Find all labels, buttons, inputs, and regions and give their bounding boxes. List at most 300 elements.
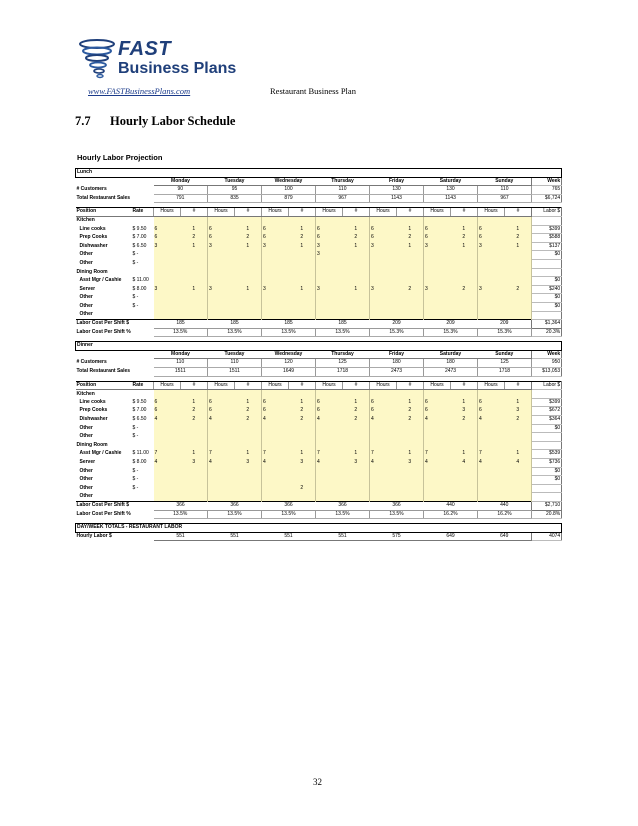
position-name: Other xyxy=(79,251,93,258)
hours-cell xyxy=(154,493,181,502)
count-cell: 2 xyxy=(505,416,532,425)
count-cell: 1 xyxy=(505,225,532,234)
hours-cell: 4 xyxy=(316,459,343,468)
empty-cell xyxy=(505,390,532,399)
hours-cell xyxy=(316,311,343,320)
empty-cell xyxy=(370,390,397,399)
customers-row xyxy=(76,359,562,368)
day-header-row xyxy=(76,177,562,186)
hours-cell: 6 xyxy=(208,398,235,407)
hours-header: Hours xyxy=(154,381,181,390)
position-name: Dishwasher xyxy=(79,416,108,423)
hours-cell xyxy=(208,493,235,502)
count-cell xyxy=(397,311,424,320)
sales-row xyxy=(76,368,562,377)
customers-value: 110 xyxy=(208,359,262,368)
count-cell: 1 xyxy=(343,242,370,251)
count-cell: 1 xyxy=(289,225,316,234)
cost-shift-value: 366 xyxy=(154,501,208,510)
dinner-title: Dinner xyxy=(76,342,562,351)
empty-cell xyxy=(289,441,316,450)
empty-cell xyxy=(154,268,181,277)
sales-value: 1143 xyxy=(370,194,424,203)
position-rate xyxy=(132,311,154,320)
hours-cell: 4 xyxy=(208,459,235,468)
count-cell xyxy=(397,302,424,311)
position-name: Other xyxy=(79,476,93,483)
hours-cell xyxy=(208,259,235,268)
empty-cell xyxy=(154,390,181,399)
totals-title: DAY/WEEK TOTALS - RESTAURANT LABOR xyxy=(76,524,562,533)
hours-cell xyxy=(478,424,505,433)
position-name: Server xyxy=(79,285,96,292)
hours-cell: 3 xyxy=(316,251,343,260)
position-rate: $ - xyxy=(132,424,139,431)
count-cell: 3 xyxy=(235,459,262,468)
count-cell xyxy=(505,302,532,311)
hourly-labor-value: 551 xyxy=(208,532,262,541)
hours-header: Hours xyxy=(316,208,343,217)
labor-cell: $0 xyxy=(532,251,562,260)
count-cell xyxy=(181,259,208,268)
empty-cell xyxy=(478,390,505,399)
empty-cell xyxy=(316,441,343,450)
count-cell: 2 xyxy=(289,416,316,425)
hours-cell xyxy=(478,302,505,311)
count-cell: 2 xyxy=(505,234,532,243)
rate-header: Rate xyxy=(132,381,154,390)
lunch-title-row xyxy=(76,169,562,178)
empty-cell xyxy=(424,441,451,450)
sales-value: 879 xyxy=(262,194,316,203)
day-header-tuesday: Tuesday xyxy=(208,177,262,186)
cost-pct-value: 16.2% xyxy=(478,510,532,519)
count-cell: 1 xyxy=(235,285,262,294)
position-rate: $ 6.50 xyxy=(132,242,147,249)
cost-pct-value: 13.5% xyxy=(316,510,370,519)
hours-cell xyxy=(424,467,451,476)
hours-cell xyxy=(208,484,235,493)
count-header: # xyxy=(181,208,208,217)
count-cell: 1 xyxy=(505,450,532,459)
hours-cell: 6 xyxy=(478,398,505,407)
count-header: # xyxy=(235,208,262,217)
hours-cell: 6 xyxy=(316,225,343,234)
sales-value: 2473 xyxy=(424,368,478,377)
cost-pct-label: Labor Cost Per Shift % xyxy=(76,328,131,335)
cost-shift-value: 366 xyxy=(316,501,370,510)
count-cell: 1 xyxy=(181,225,208,234)
count-cell: 1 xyxy=(235,225,262,234)
labor-cell: $364 xyxy=(532,416,562,425)
customers-label: # Customers xyxy=(76,186,107,193)
count-cell xyxy=(397,424,424,433)
count-cell: 2 xyxy=(451,416,478,425)
sales-value: 791 xyxy=(154,194,208,203)
hours-cell: 3 xyxy=(424,242,451,251)
hours-header: Hours xyxy=(262,208,289,217)
count-cell: 2 xyxy=(289,407,316,416)
position-row xyxy=(76,433,562,442)
hours-cell xyxy=(154,294,181,303)
sales-value: 835 xyxy=(208,194,262,203)
count-cell xyxy=(397,259,424,268)
cost-shift-week: $2,710 xyxy=(532,501,562,510)
count-cell: 1 xyxy=(235,450,262,459)
count-cell xyxy=(343,277,370,286)
cost-shift-value: 185 xyxy=(262,320,316,329)
position-name: Other xyxy=(79,493,93,500)
count-cell: 1 xyxy=(397,398,424,407)
labor-cell: $399 xyxy=(532,398,562,407)
hours-cell: 4 xyxy=(262,459,289,468)
hours-cell: 6 xyxy=(316,234,343,243)
hours-cell: 7 xyxy=(370,450,397,459)
count-cell: 1 xyxy=(505,398,532,407)
position-header: Position xyxy=(76,208,132,217)
position-rate: $ - xyxy=(132,484,139,491)
hours-cell: 6 xyxy=(424,398,451,407)
count-cell xyxy=(181,311,208,320)
hours-cell: 6 xyxy=(316,398,343,407)
position-row xyxy=(76,450,562,459)
count-cell: 2 xyxy=(397,285,424,294)
count-cell: 1 xyxy=(451,450,478,459)
count-cell xyxy=(397,294,424,303)
empty-cell xyxy=(235,216,262,225)
empty-cell xyxy=(478,441,505,450)
hourly-labor-week: 4074 xyxy=(532,532,562,541)
count-cell xyxy=(397,433,424,442)
count-cell xyxy=(289,493,316,502)
position-row xyxy=(76,484,562,493)
labor-cell xyxy=(532,259,562,268)
column-header-row xyxy=(76,381,562,390)
cost-pct-value: 13.5% xyxy=(316,328,370,337)
count-cell xyxy=(289,259,316,268)
count-cell: 2 xyxy=(235,234,262,243)
hours-cell: 4 xyxy=(478,459,505,468)
hourly-labor-value: 575 xyxy=(370,532,424,541)
count-cell: 3 xyxy=(181,459,208,468)
position-rate: $ - xyxy=(132,433,139,440)
hours-cell xyxy=(208,433,235,442)
cost-shift-value: 366 xyxy=(262,501,316,510)
hours-cell xyxy=(262,476,289,485)
customers-value: 130 xyxy=(370,186,424,195)
hours-cell xyxy=(154,259,181,268)
hours-cell xyxy=(154,433,181,442)
hourly-labor-value: 649 xyxy=(478,532,532,541)
sales-value: 1511 xyxy=(154,368,208,377)
cost-pct-value: 13.5% xyxy=(262,510,316,519)
tornado-logo-icon xyxy=(78,38,116,82)
hours-cell: 4 xyxy=(424,459,451,468)
sales-value: 2473 xyxy=(370,368,424,377)
count-cell: 1 xyxy=(343,285,370,294)
count-cell xyxy=(289,467,316,476)
hours-cell xyxy=(316,424,343,433)
count-cell: 3 xyxy=(397,459,424,468)
empty-cell xyxy=(262,390,289,399)
hours-cell xyxy=(154,467,181,476)
count-cell xyxy=(235,467,262,476)
hours-cell: 3 xyxy=(316,285,343,294)
labor-header: Labor $ xyxy=(532,208,562,217)
count-cell: 2 xyxy=(397,234,424,243)
empty-week-cell xyxy=(532,441,562,450)
hours-cell xyxy=(478,251,505,260)
empty-cell xyxy=(181,441,208,450)
empty-week-cell xyxy=(532,390,562,399)
hours-cell xyxy=(478,277,505,286)
position-row xyxy=(76,234,562,243)
count-cell xyxy=(181,277,208,286)
hours-cell xyxy=(478,493,505,502)
hours-cell: 4 xyxy=(316,416,343,425)
day-header-saturday: Saturday xyxy=(424,177,478,186)
count-header: # xyxy=(451,381,478,390)
count-cell: 1 xyxy=(289,398,316,407)
hours-cell xyxy=(424,433,451,442)
hours-header: Hours xyxy=(478,208,505,217)
hours-cell xyxy=(424,311,451,320)
cost-shift-row xyxy=(76,320,562,329)
count-cell xyxy=(505,251,532,260)
website-link[interactable]: www.FASTBusinessPlans.com xyxy=(88,86,191,96)
hours-cell xyxy=(262,467,289,476)
count-cell: 2 xyxy=(505,285,532,294)
position-rate: $ 7.00 xyxy=(132,234,147,241)
labor-cell: $539 xyxy=(532,450,562,459)
count-cell xyxy=(451,277,478,286)
count-cell xyxy=(505,259,532,268)
hours-cell xyxy=(370,259,397,268)
day-header-thursday: Thursday xyxy=(316,350,370,359)
hours-cell xyxy=(154,424,181,433)
cost-pct-value: 15.3% xyxy=(370,328,424,337)
count-cell: 1 xyxy=(289,285,316,294)
hours-cell: 6 xyxy=(316,407,343,416)
day-header-friday: Friday xyxy=(370,177,424,186)
group-row xyxy=(76,216,562,225)
count-header: # xyxy=(343,208,370,217)
labor-cell: $736 xyxy=(532,459,562,468)
cost-shift-row xyxy=(76,501,562,510)
position-name: Other xyxy=(79,311,93,318)
hours-cell: 3 xyxy=(370,242,397,251)
count-cell: 1 xyxy=(235,242,262,251)
labor-cell: $137 xyxy=(532,242,562,251)
hours-cell xyxy=(478,476,505,485)
cost-pct-value: 13.5% xyxy=(154,328,208,337)
sales-value: 967 xyxy=(316,194,370,203)
hours-header: Hours xyxy=(208,208,235,217)
hours-cell: 4 xyxy=(370,416,397,425)
count-cell xyxy=(397,493,424,502)
count-cell xyxy=(235,433,262,442)
lunch-title: Lunch xyxy=(76,169,562,178)
hours-cell xyxy=(424,484,451,493)
position-row xyxy=(76,476,562,485)
sales-value: 1649 xyxy=(262,368,316,377)
position-row xyxy=(76,277,562,286)
hourly-labor-value: 551 xyxy=(262,532,316,541)
count-header: # xyxy=(289,208,316,217)
empty-cell xyxy=(370,441,397,450)
labor-cell xyxy=(532,484,562,493)
count-cell xyxy=(505,433,532,442)
company-logo xyxy=(78,38,238,82)
position-row xyxy=(76,259,562,268)
count-cell xyxy=(181,433,208,442)
hours-cell xyxy=(262,294,289,303)
hours-header: Hours xyxy=(370,208,397,217)
count-cell: 2 xyxy=(451,285,478,294)
count-cell xyxy=(235,476,262,485)
empty-cell xyxy=(478,216,505,225)
empty-cell xyxy=(316,216,343,225)
position-rate xyxy=(132,493,154,502)
hours-cell xyxy=(370,467,397,476)
count-cell: 4 xyxy=(451,459,478,468)
count-cell xyxy=(181,294,208,303)
hours-cell: 4 xyxy=(478,416,505,425)
dinner-title-row xyxy=(76,342,562,351)
position-row xyxy=(76,242,562,251)
sales-value: 1511 xyxy=(208,368,262,377)
count-cell: 1 xyxy=(181,398,208,407)
position-name: Other xyxy=(79,433,93,440)
hours-cell xyxy=(316,433,343,442)
count-cell: 1 xyxy=(343,450,370,459)
cost-pct-week: 20.3% xyxy=(532,328,562,337)
count-cell xyxy=(505,467,532,476)
labor-schedule-table xyxy=(75,168,562,541)
customers-value: 120 xyxy=(262,359,316,368)
empty-cell xyxy=(208,268,235,277)
empty-cell xyxy=(181,216,208,225)
hours-cell: 6 xyxy=(208,407,235,416)
count-cell xyxy=(397,251,424,260)
hours-cell: 6 xyxy=(262,407,289,416)
count-cell xyxy=(181,302,208,311)
sales-week: $13,053 xyxy=(532,368,562,377)
count-header: # xyxy=(289,381,316,390)
group-label: Kitchen xyxy=(76,217,95,224)
count-cell xyxy=(235,302,262,311)
count-cell xyxy=(235,424,262,433)
cost-pct-value: 13.5% xyxy=(370,510,424,519)
week-header: Week xyxy=(532,350,562,359)
position-row xyxy=(76,294,562,303)
hours-cell: 6 xyxy=(154,398,181,407)
count-cell xyxy=(451,302,478,311)
hours-cell xyxy=(262,302,289,311)
customers-value: 180 xyxy=(370,359,424,368)
count-header: # xyxy=(235,381,262,390)
position-name: Other xyxy=(79,484,93,491)
hours-cell xyxy=(478,467,505,476)
count-cell xyxy=(343,259,370,268)
count-cell xyxy=(505,493,532,502)
hours-cell: 7 xyxy=(316,450,343,459)
hours-cell xyxy=(316,493,343,502)
empty-cell xyxy=(289,268,316,277)
cost-shift-value: 185 xyxy=(208,320,262,329)
count-cell: 2 xyxy=(235,407,262,416)
count-header: # xyxy=(451,208,478,217)
position-rate: $ 8.00 xyxy=(132,285,147,292)
hours-cell xyxy=(370,493,397,502)
position-name: Other xyxy=(79,424,93,431)
count-header: # xyxy=(505,208,532,217)
hours-cell xyxy=(316,476,343,485)
cost-shift-value: 185 xyxy=(154,320,208,329)
document-title: Restaurant Business Plan xyxy=(270,86,356,96)
count-cell xyxy=(343,311,370,320)
position-header: Position xyxy=(76,381,132,390)
empty-cell xyxy=(208,216,235,225)
count-header: # xyxy=(181,381,208,390)
empty-cell xyxy=(262,441,289,450)
page-number: 32 xyxy=(313,777,322,787)
hours-cell: 6 xyxy=(208,225,235,234)
hours-cell: 3 xyxy=(154,285,181,294)
hours-cell: 4 xyxy=(424,416,451,425)
hours-cell xyxy=(154,277,181,286)
count-cell xyxy=(343,467,370,476)
empty-cell xyxy=(451,268,478,277)
hours-cell xyxy=(262,493,289,502)
position-rate: $ - xyxy=(132,259,139,266)
empty-cell xyxy=(397,268,424,277)
hours-cell: 6 xyxy=(370,225,397,234)
empty-cell xyxy=(424,390,451,399)
hours-cell xyxy=(478,259,505,268)
empty-cell xyxy=(343,216,370,225)
hours-header: Hours xyxy=(208,381,235,390)
count-cell xyxy=(235,251,262,260)
hours-cell xyxy=(478,484,505,493)
count-cell xyxy=(235,311,262,320)
sales-row xyxy=(76,194,562,203)
labor-cell xyxy=(532,493,562,502)
hours-cell: 6 xyxy=(262,398,289,407)
hours-cell xyxy=(154,302,181,311)
totals-title-row xyxy=(76,524,562,533)
hours-cell xyxy=(478,294,505,303)
hours-cell xyxy=(262,433,289,442)
position-row xyxy=(76,251,562,260)
hours-cell: 6 xyxy=(370,407,397,416)
count-cell xyxy=(289,433,316,442)
count-cell: 1 xyxy=(289,242,316,251)
count-cell xyxy=(451,294,478,303)
labor-cell: $240 xyxy=(532,285,562,294)
cost-pct-week: 20.8% xyxy=(532,510,562,519)
count-cell: 2 xyxy=(397,416,424,425)
hours-cell: 6 xyxy=(478,225,505,234)
empty-cell xyxy=(451,390,478,399)
empty-cell xyxy=(316,390,343,399)
count-header: # xyxy=(505,381,532,390)
day-header-sunday: Sunday xyxy=(478,350,532,359)
cost-pct-value: 13.5% xyxy=(208,328,262,337)
hours-cell: 3 xyxy=(208,242,235,251)
labor-cell: $588 xyxy=(532,234,562,243)
count-cell xyxy=(343,433,370,442)
